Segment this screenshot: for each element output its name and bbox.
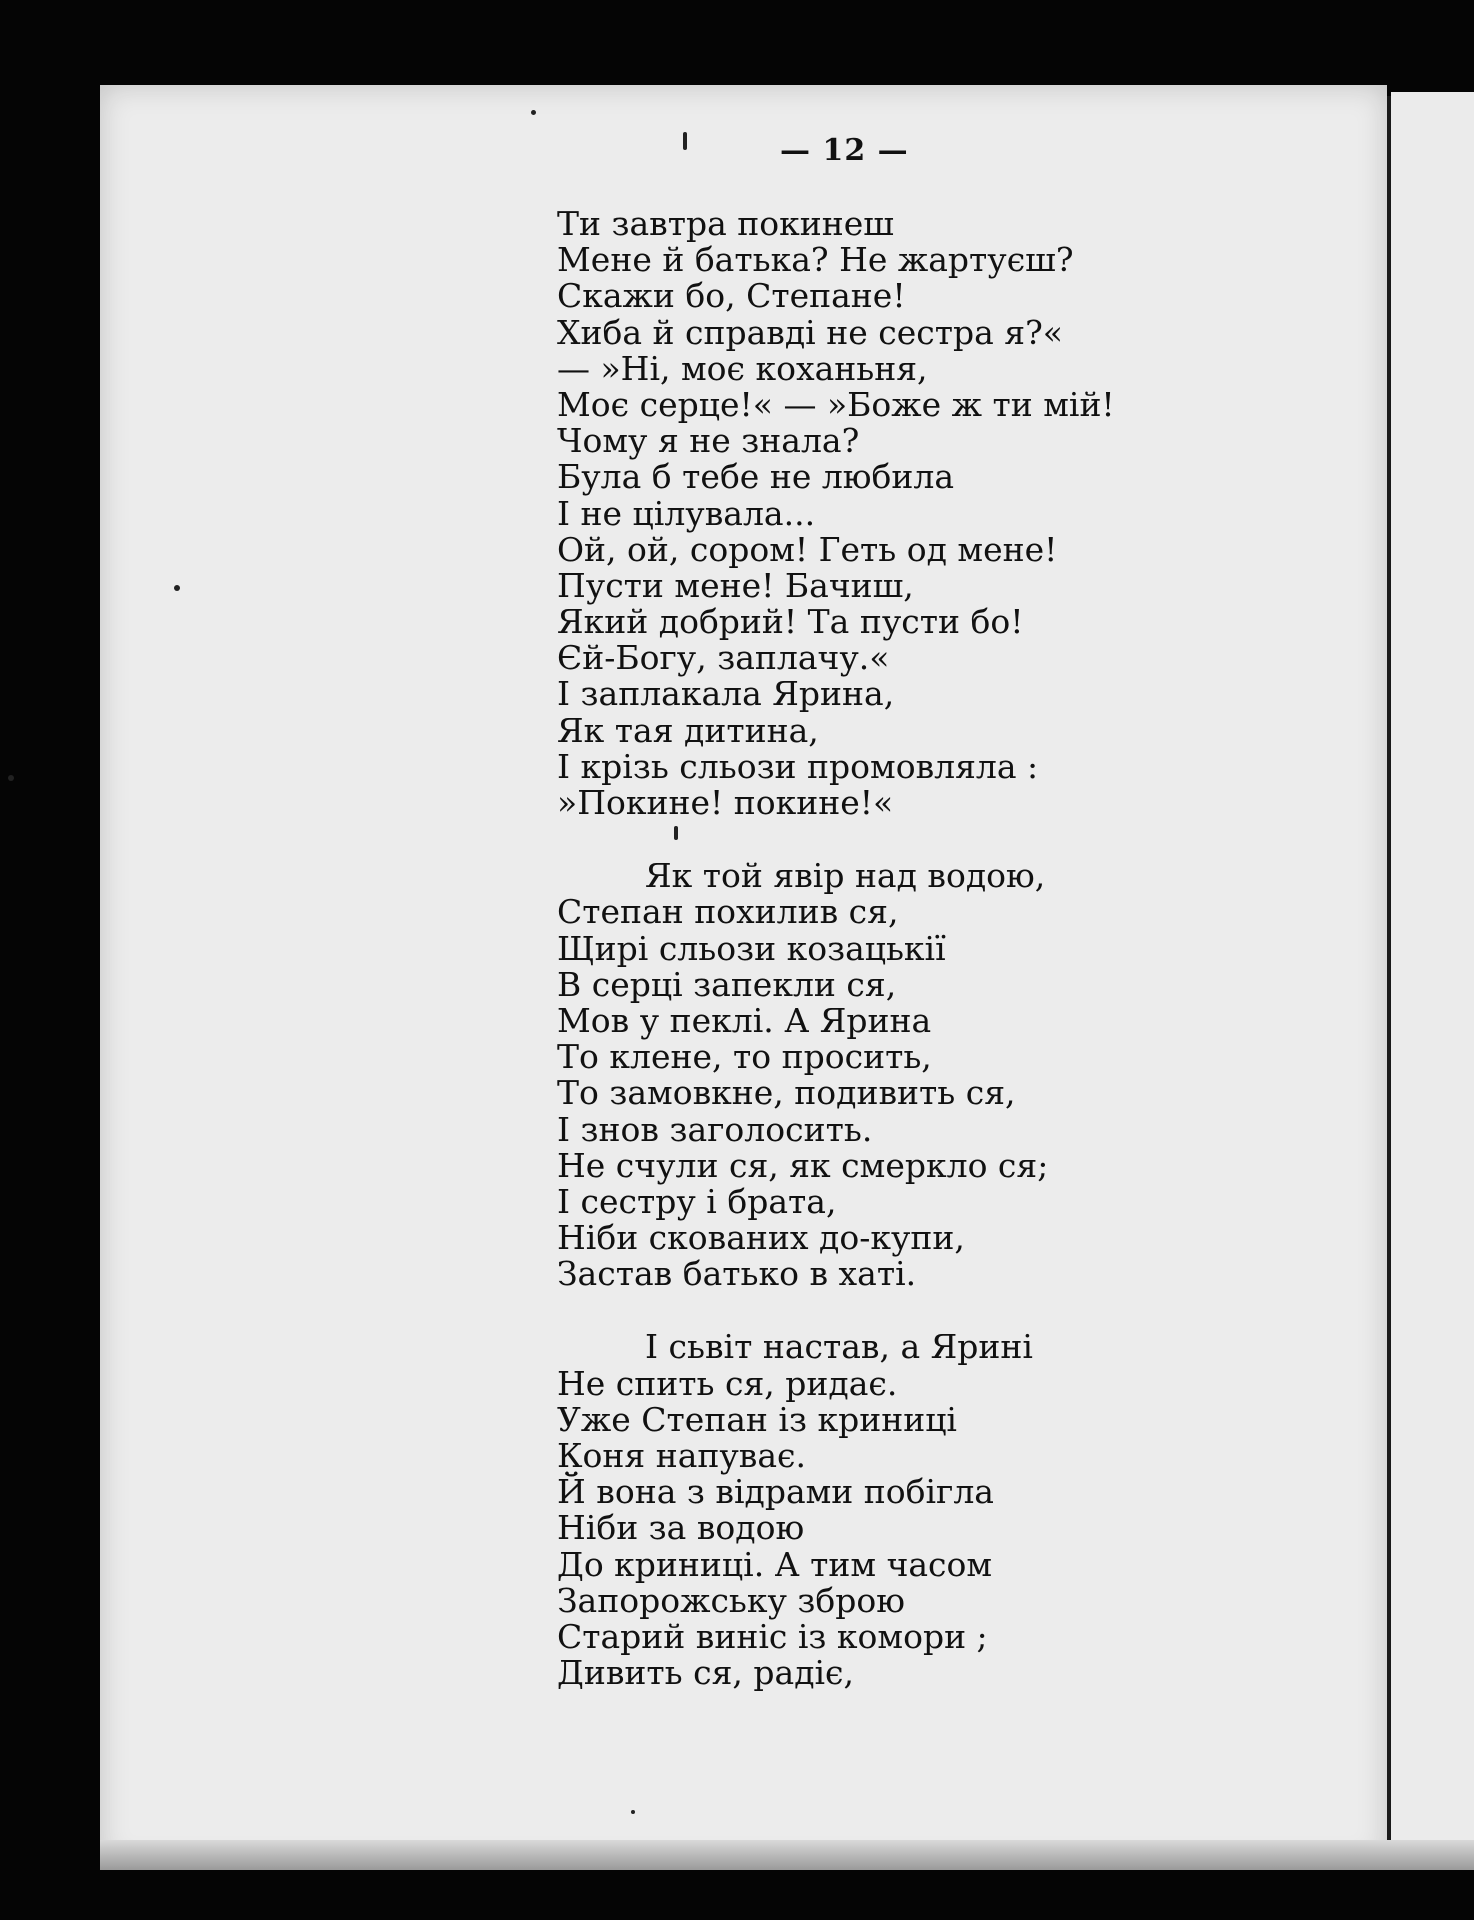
poem-line: Степан похилив ся, (557, 892, 899, 932)
poem-line: Чому я не знала? (557, 421, 860, 461)
poem-line: Не счули ся, як смеркло ся; (557, 1145, 1049, 1185)
poem-line: В серці запекли ся, (557, 964, 897, 1004)
poem-line: — »Ні, моє коханьня, (557, 348, 928, 388)
poem-line: Щирі сльози козацькії (557, 928, 946, 968)
scan-speck (8, 775, 14, 781)
poem-line: Мов у пеклі. А Ярина (557, 1000, 932, 1040)
stanza-break (557, 1292, 1137, 1329)
poem-line: Пусти мене! Бачиш, (557, 565, 914, 605)
scan-speck (531, 110, 536, 115)
poem-line: Скажи бо, Степане! (557, 276, 906, 316)
poem-line: Й вона з відрами побігла (557, 1472, 994, 1512)
poem-line: Як той явір над водою, (645, 856, 1046, 896)
poem-line: Застав батько в хаті. (557, 1254, 917, 1294)
poem-line: »Покине! покине!« (557, 783, 894, 822)
poem-line: То замовкне, подивить ся, (557, 1073, 1016, 1113)
poem-line: Не спить ся, ридає. (557, 1363, 898, 1403)
poem-line: Коня напуває. (557, 1436, 807, 1475)
poem-line: Мене й батька? Не жартуєш? (557, 240, 1074, 280)
page-bottom-edge (100, 1840, 1474, 1870)
poem-line: Старий виніс із комори ; (557, 1616, 988, 1656)
poem-line: Моє серце!« — »Боже ж ти мій! (557, 384, 1115, 424)
poem-line: До криниці. А тим часом (557, 1544, 993, 1584)
poem-line: Хиба й справді не сестра я?« (557, 312, 1063, 352)
poem-line: Як тая дитина, (557, 710, 819, 750)
poem-line: Уже Степан із криниці (557, 1399, 957, 1439)
poem-line: І заплакала Ярина, (557, 674, 895, 714)
poem-line: І не цілувала... (557, 493, 816, 533)
stanza-break (557, 821, 1137, 858)
poem-line: І сестру і брата, (557, 1181, 837, 1221)
scan-speck (174, 585, 180, 591)
poem-line: І крізь сльози промовляла : (557, 746, 1039, 786)
poem-line: І знов заголосить. (557, 1109, 873, 1149)
poem-line: Ніби за водою (557, 1508, 805, 1548)
scan-mark (683, 132, 687, 150)
poem-line: І сьвіт настав, а Ярині (645, 1327, 1033, 1367)
poem-line: Ніби скованих до-купи, (557, 1218, 965, 1258)
poem-line: Запорожську зброю (557, 1580, 906, 1620)
poem-line: То клене, то просить, (557, 1037, 932, 1077)
poem-line: Який добрий! Та пусти бо! (557, 602, 1024, 642)
facing-page-edge (1391, 92, 1474, 1862)
poem-line: Єй-Богу, заплачу.« (557, 638, 890, 678)
stanza (557, 206, 1137, 821)
poem-line: Ти завтра покинеш (557, 204, 894, 243)
stanza (557, 1329, 1137, 1691)
stanza (557, 858, 1137, 1292)
poem-line: Була б тебе не любила (557, 457, 955, 497)
scan-speck (631, 1810, 635, 1814)
poem-line: Ой, ой, сором! Геть од мене! (557, 529, 1058, 569)
poem-line: Дивить ся, радіє, (557, 1653, 855, 1693)
page-number: — 12 — (780, 133, 909, 168)
poem-text (557, 206, 1137, 1691)
